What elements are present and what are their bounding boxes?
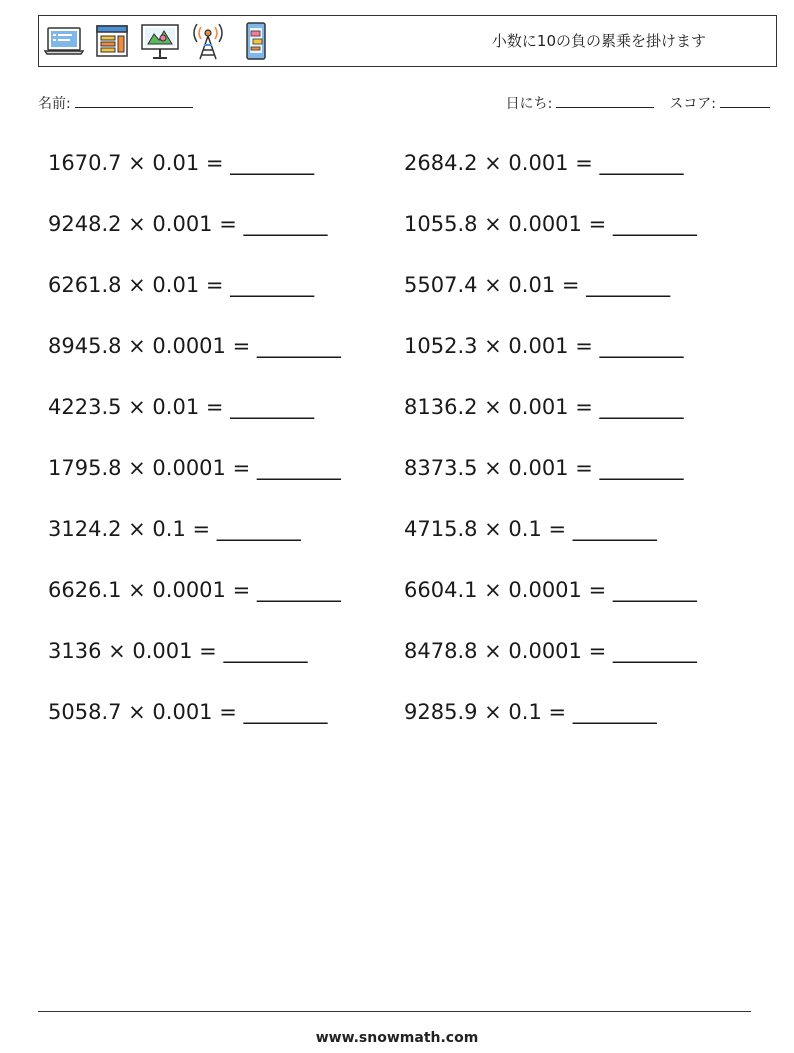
worksheet-title: 小数に10の負の累乗を掛けます (491, 32, 706, 50)
footer-divider (38, 1011, 751, 1012)
problem-grid (48, 143, 768, 753)
radio-tower-icon (187, 20, 229, 62)
problem: 8478.8 × 0.0001 = ________ (404, 639, 697, 663)
problem: 6604.1 × 0.0001 = ________ (404, 578, 697, 602)
presentation-board-icon (139, 20, 181, 62)
header-icons (43, 20, 277, 62)
problem: 1052.3 × 0.001 = ________ (404, 334, 684, 358)
name-label: 名前: (38, 96, 71, 112)
problem: 8945.8 × 0.0001 = ________ (48, 334, 341, 358)
name-blank[interactable] (75, 93, 193, 108)
footer-site[interactable]: www.snowmath.com (315, 1030, 479, 1046)
problem: 5507.4 × 0.01 = ________ (404, 273, 671, 297)
problem: 1670.7 × 0.01 = ________ (48, 151, 315, 175)
date-blank[interactable] (556, 93, 654, 108)
problem: 9285.9 × 0.1 = ________ (404, 700, 657, 724)
problem: 2684.2 × 0.001 = ________ (404, 151, 684, 175)
problem: 4223.5 × 0.01 = ________ (48, 395, 315, 419)
date-label: 日にち: (505, 96, 553, 112)
problem: 6261.8 × 0.01 = ________ (48, 273, 315, 297)
mobile-phone-icon (235, 20, 277, 62)
problem: 4715.8 × 0.1 = ________ (404, 517, 657, 541)
worksheet-header (38, 15, 777, 67)
problem: 8136.2 × 0.001 = ________ (404, 395, 684, 419)
laptop-icon (43, 20, 85, 62)
problem: 8373.5 × 0.001 = ________ (404, 456, 684, 480)
problem: 3124.2 × 0.1 = ________ (48, 517, 301, 541)
problem: 3136 × 0.001 = ________ (48, 639, 308, 663)
problem: 6626.1 × 0.0001 = ________ (48, 578, 341, 602)
problem: 1795.8 × 0.0001 = ________ (48, 456, 341, 480)
name-field (38, 93, 193, 113)
date-score-fields (506, 93, 770, 113)
problem: 5058.7 × 0.001 = ________ (48, 700, 328, 724)
document-list-icon (91, 20, 133, 62)
problem: 9248.2 × 0.001 = ________ (48, 212, 328, 236)
score-blank[interactable] (720, 93, 770, 108)
score-label: スコア: (669, 96, 716, 112)
problem: 1055.8 × 0.0001 = ________ (404, 212, 697, 236)
